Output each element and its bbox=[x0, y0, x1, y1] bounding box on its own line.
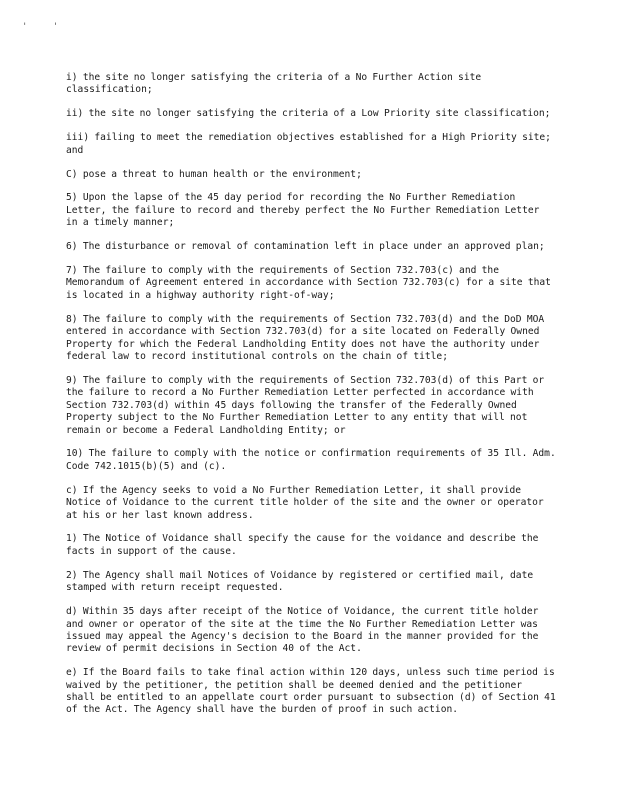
paragraph-2-mail: 2) The Agency shall mail Notices of Voidance by registered or certified mail, date stamped with return receipt requested. bbox=[66, 569, 534, 594]
paragraph-7: 7) The failure to comply with the requirements of Section 732.703(c) and the Memorandum of Agreement entered in accordance with Section 732.703(c) for a site that is located in a highway authority right-of-way; bbox=[66, 265, 551, 301]
paragraph-iii: iii) failing to meet the remediation objectives established for a High Priority site; and bbox=[66, 132, 551, 156]
paragraph-8: 8) The failure to comply with the requirements of Section 732.703(d) and the DoD MOA entered in accordance with Section 732.703(d) for a site located on Federally Owned Property for which the Federal Landholding Entity does not have the authority under federal law to record institutional controls on the chain of title; bbox=[66, 313, 545, 362]
document-body bbox=[66, 72, 556, 728]
paragraph-e-board: e) If the Board fails to take final action within 120 days, unless such time period is waived by the petitioner, the petition shall be deemed denied and the petitioner shall be entitled to an appellate court order pursuant to subsection (d) of Section 41 of the Act. The Agency shall have the burden of proof in such action. bbox=[66, 667, 556, 716]
paragraph-ii: ii) the site no longer satisfying the criteria of a Low Priority site classification; bbox=[66, 108, 551, 120]
paragraph-i: i) the site no longer satisfying the criteria of a No Further Action site classification; bbox=[66, 72, 482, 96]
paragraph-d-appeal: d) Within 35 days after receipt of the Notice of Voidance, the current title holder and owner or operator of the site at the time the No Further Remediation Letter was issued may appeal the Agency's decision to the Board in the manner provided for the review of permit decisions in Section 40 of the Act. bbox=[66, 606, 539, 655]
paragraph-5: 5) Upon the lapse of the 45 day period for recording the No Further Remediation Letter, the failure to record and thereby perfect the No Further Remediation Letter in a timely manner; bbox=[66, 192, 540, 229]
paragraph-10: 10) The failure to comply with the notice or confirmation requirements of 35 Ill. Adm. Code 742.1015(b)(5) and (c). bbox=[66, 448, 556, 472]
paragraph-c-voidance: c) If the Agency seeks to void a No Further Remediation Letter, it shall provide Notice of Voidance to the current title holder of the site and the owner or operator at his or her last known address. bbox=[66, 484, 544, 521]
paragraph-1-notice: 1) The Notice of Voidance shall specify the cause for the voidance and describe the facts in support of the cause. bbox=[66, 533, 539, 557]
paragraph-6: 6) The disturbance or removal of contamination left in place under an approved plan; bbox=[66, 241, 545, 253]
corner-mark: ' ' bbox=[22, 22, 69, 32]
paragraph-9: 9) The failure to comply with the requirements of Section 732.703(d) of this Part or the failure to record a No Further Remediation Letter perfected in accordance with Section 732.703(d) within 45 days following the transfer of the Federally Owned Property subject to the No Further Remediation Letter to any entity that will not remain or become a Federal Landholding Entity; or bbox=[66, 374, 545, 436]
paragraph-c-threat: C) pose a threat to human health or the environment; bbox=[66, 168, 362, 180]
